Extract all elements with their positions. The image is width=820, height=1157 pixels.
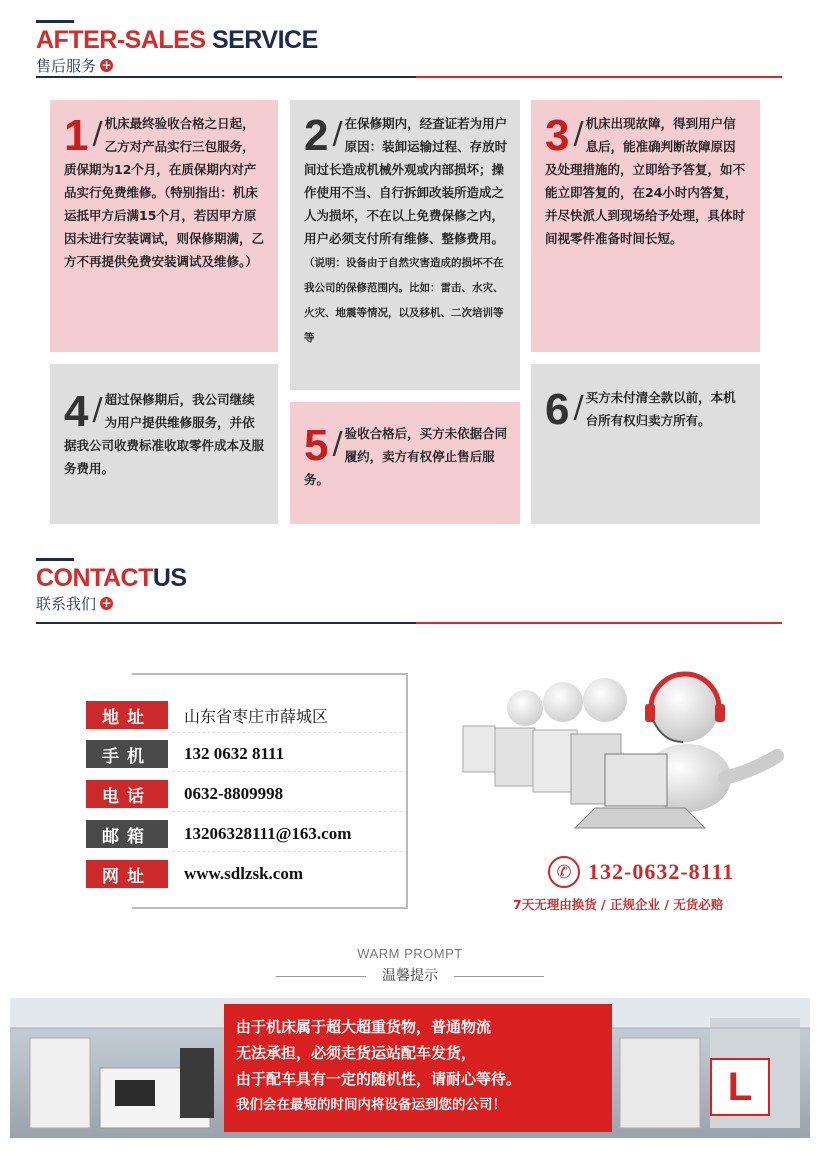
after-sales-header bbox=[36, 20, 318, 76]
box-text: 机床出现故障，得到用户信息后，能准确判断故障原因及处理措施的，立即给予答复，如不能立即答复的，在24小时内答复，并尽快派人到现场给予处理，具体时间视零件准备时间长短。 bbox=[545, 116, 746, 246]
contact-row-mobile bbox=[86, 739, 284, 769]
after-sales-title: AFTER-SALES SERVICE bbox=[36, 26, 318, 54]
plus-icon: + bbox=[101, 58, 112, 72]
company-logo: L bbox=[710, 1058, 770, 1116]
notice-line: 由于配车具有一定的随机性，请耐心等待。 bbox=[236, 1070, 522, 1088]
header-accent-bar bbox=[36, 558, 74, 561]
box-text: 买方未付清全款以前，本机台所有权归卖方所有。 bbox=[585, 390, 736, 428]
contact-row-website bbox=[86, 859, 303, 889]
email-value[interactable]: 13206328111@163.com bbox=[184, 824, 352, 843]
customer-service-agents-illustration bbox=[455, 668, 785, 838]
service-box-1: 1 / 机床最终验收合格之日起，乙方对产品实行三包服务，质保期为12个月，在质保期内对产品实行免费维修。（特别指出：机床运抵甲方后满15个月，若因甲方原因未进行安装调试，则保修期满，乙方不再提供免费安装调试及维修。） bbox=[50, 100, 278, 352]
hotline bbox=[548, 856, 734, 888]
phone-value[interactable]: 0632-8809998 bbox=[184, 784, 284, 803]
address-label: 地址 bbox=[86, 701, 168, 729]
phone-label: 电话 bbox=[86, 780, 168, 808]
box-note: （说明：设备由于自然灾害造成的损坏不在我公司的保修范围内。比如：雷击、水灾、火灾、地震等情况，以及移机、二次培训等等 bbox=[304, 257, 504, 344]
contact-subtitle: 联系我们 + bbox=[36, 595, 112, 613]
contact-row-address bbox=[86, 700, 328, 730]
email-label: 邮箱 bbox=[86, 820, 168, 848]
notice-line: 无法承担，必须走货运站配车发货， bbox=[236, 1044, 477, 1062]
notice-line: 由于机床属于超大超重货物，普通物流 bbox=[236, 1018, 492, 1036]
service-box-6: 6 / 买方未付清全款以前，本机台所有权归卖方所有。 bbox=[531, 364, 760, 524]
plus-icon: + bbox=[101, 596, 112, 610]
mobile-value[interactable]: 132 0632 8111 bbox=[184, 744, 285, 763]
service-box-3: 3 / 机床出现故障，得到用户信息后，能准确判断故障原因及处理措施的，立即给予答复，如不能立即答复的，在24小时内答复，并尽快派人到现场给予处理，具体时间视零件准备时间长短。 bbox=[531, 100, 760, 352]
website-label: 网址 bbox=[86, 860, 168, 888]
mobile-label: 手机 bbox=[86, 740, 168, 768]
box-text: 超过保修期后，我公司继续为用户提供维修服务，并依据我公司收费标准收取零件成本及服务费用。 bbox=[64, 392, 265, 476]
box-number: 6 bbox=[545, 385, 570, 434]
box-text: 机床最终验收合格之日起，乙方对产品实行三包服务，质保期为12个月，在质保期内对产品实行免费维修。（特别指出：机床运抵甲方后满15个月，若因甲方原因未进行安装调试，则保修期满，乙方不再提供免费安装调试及维修。） bbox=[64, 116, 265, 269]
service-slogan: 7天无理由换货 / 正规企业 / 无货必赔 bbox=[513, 897, 724, 912]
service-box-2: 2 / 在保修期内，经查证若为用户原因：装卸运输过程、存放时间过长造成机械外观或内部损坏；操作使用不当、自行拆卸改装所造成之人为损坏，不在以上免费保修之内，用户必须支付所有维修、整修费用。（说明：设备由于自然灾害造成的损坏不在我公司的保修范围内。比如：雷击、水灾、火灾、地震等情况，以及移机、二次培训等等 bbox=[290, 100, 520, 390]
after-sales-subtitle: 售后服务 + bbox=[36, 57, 112, 75]
contact-row-email bbox=[86, 819, 351, 849]
service-box-5: 5 / 验收合格后，买方未依据合同履约，卖方有权停止售后服务。 bbox=[290, 402, 520, 524]
warm-prompt-title: WARM PROMPT bbox=[357, 946, 463, 961]
header-accent-bar bbox=[36, 20, 74, 23]
box-number: 2 bbox=[304, 111, 329, 160]
box-number: 3 bbox=[545, 111, 570, 160]
website-link[interactable]: www.sdlzsk.com bbox=[184, 864, 304, 883]
service-box-4: 4 / 超过保修期后，我公司继续为用户提供维修服务，并依据我公司收费标准收取零件成本及服务费用。 bbox=[50, 364, 278, 524]
address-value: 山东省枣庄市薛城区 bbox=[184, 706, 329, 726]
hotline-number[interactable]: 132-0632-8111 bbox=[588, 859, 735, 884]
phone-icon: ✆ bbox=[548, 856, 580, 888]
box-number: 4 bbox=[64, 387, 89, 436]
box-number: 1 bbox=[64, 111, 89, 160]
box-text: 验收合格后，买方未依据合同履约，卖方有权停止售后服务。 bbox=[304, 426, 508, 487]
section-divider bbox=[36, 622, 782, 624]
notice-line: 我们会在最短的时间内将设备运到您的公司！ bbox=[236, 1097, 506, 1113]
contact-title: CONTACTUS bbox=[36, 564, 187, 592]
box-number: 5 bbox=[304, 421, 329, 470]
shipping-notice-banner bbox=[10, 998, 810, 1138]
warm-prompt-subtitle: 温馨提示 bbox=[382, 968, 438, 984]
box-text: 在保修期内，经查证若为用户原因：装卸运输过程、存放时间过长造成机械外观或内部损坏；操作使用不当、自行拆卸改装所造成之人为损坏，不在以上免费保修之内，用户必须支付所有维修、整修费用。 bbox=[304, 116, 508, 246]
contact-row-phone bbox=[86, 779, 283, 809]
contact-header bbox=[36, 558, 187, 614]
section-divider bbox=[36, 76, 782, 78]
notice-text bbox=[236, 1014, 521, 1118]
